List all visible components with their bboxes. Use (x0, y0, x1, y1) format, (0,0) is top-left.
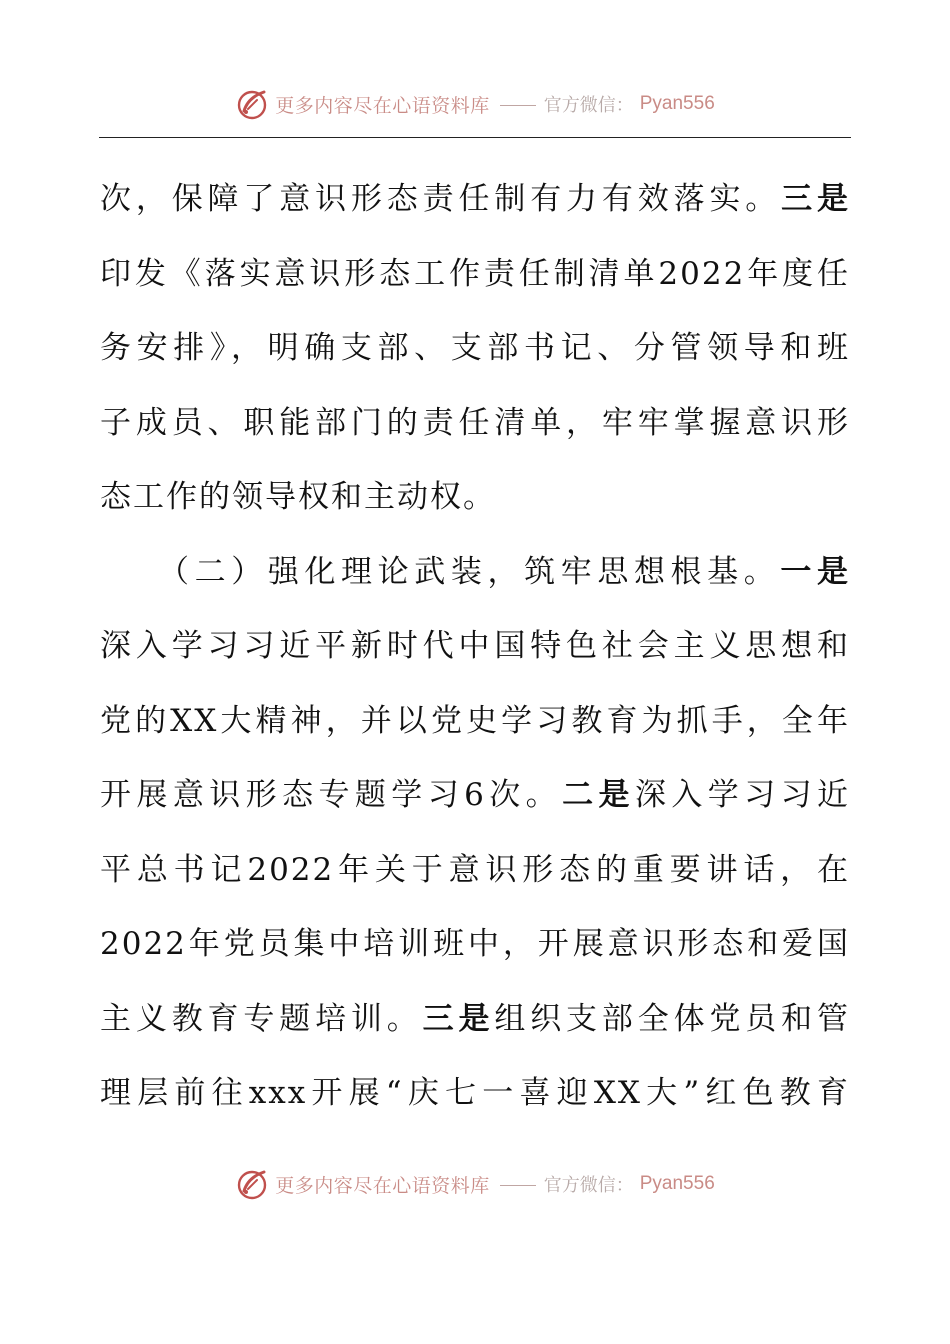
banner-dash-divider (500, 105, 536, 106)
line-text: 平总书记2022年关于意识形态的重要讲话，在 (100, 851, 850, 888)
header-rule (99, 137, 851, 138)
paragraph-line (100, 237, 850, 312)
paragraph-line (100, 833, 850, 908)
line-text: 深入学习习近 (634, 777, 851, 813)
line-text: 态工作的领导权和主动权。 (100, 479, 496, 515)
line-text: 深入学习习近平新时代中国特色社会主义思想和 (100, 628, 850, 664)
paragraph-line (100, 460, 850, 535)
brand-logo-icon (235, 1167, 269, 1201)
line-text: 务安排》，明确支部、支部书记、分管领导和班 (100, 330, 850, 366)
paragraph-line (100, 758, 850, 833)
line-text: 次，保障了意识形态责任制有力有效落实。 (100, 181, 782, 217)
line-text: 党的XX大精神，并以党史学习教育为抓手，全年 (100, 702, 850, 739)
paragraph-line (100, 1056, 850, 1131)
banner-brand-text: 更多内容尽在心语资料库 (275, 1174, 490, 1197)
document-body (100, 162, 850, 1131)
ordinal-marker: 三是 (781, 181, 851, 217)
paragraph-line (100, 982, 850, 1057)
paragraph-line (100, 162, 850, 237)
header-watermark-banner (0, 82, 950, 126)
banner-wechat-id: Pyan556 (639, 93, 715, 114)
paragraph-line (100, 311, 850, 386)
paragraph-line (100, 684, 850, 759)
paragraph-line (100, 386, 850, 461)
line-text: 组织支部全体党员和管 (494, 1000, 851, 1037)
ordinal-marker: 二是 (562, 777, 635, 813)
line-text: 主义教育专题培训。 (100, 1000, 423, 1037)
banner-wechat-label: 官方微信： (543, 1175, 634, 1196)
banner-dash-divider (500, 1185, 536, 1186)
line-text: 印发《落实意识形态工作责任制清单2022年度任 (100, 255, 850, 292)
footer-watermark-banner (0, 1162, 950, 1206)
paragraph-line (100, 609, 850, 684)
line-text: 2022年党员集中培训班中，开展意识形态和爱国 (100, 926, 850, 962)
brand-logo-icon (235, 87, 269, 121)
ordinal-marker: 一是 (780, 553, 851, 590)
line-text: （二）强化理论武装，筑牢思想根基。 (158, 553, 781, 590)
line-text: 开展意识形态专题学习6次。 (100, 777, 563, 813)
ordinal-marker: 三是 (422, 1000, 495, 1037)
section-heading-line (100, 535, 850, 610)
banner-brand-text: 更多内容尽在心语资料库 (275, 94, 490, 117)
banner-wechat-id: Pyan556 (639, 1173, 715, 1194)
banner-wechat-label: 官方微信： (543, 95, 634, 116)
line-text: 理层前往xxx开展“庆七一喜迎XX大”红色教育 (100, 1075, 850, 1111)
line-text: 子成员、职能部门的责任清单，牢牢掌握意识形 (100, 404, 850, 441)
paragraph-line (100, 907, 850, 982)
